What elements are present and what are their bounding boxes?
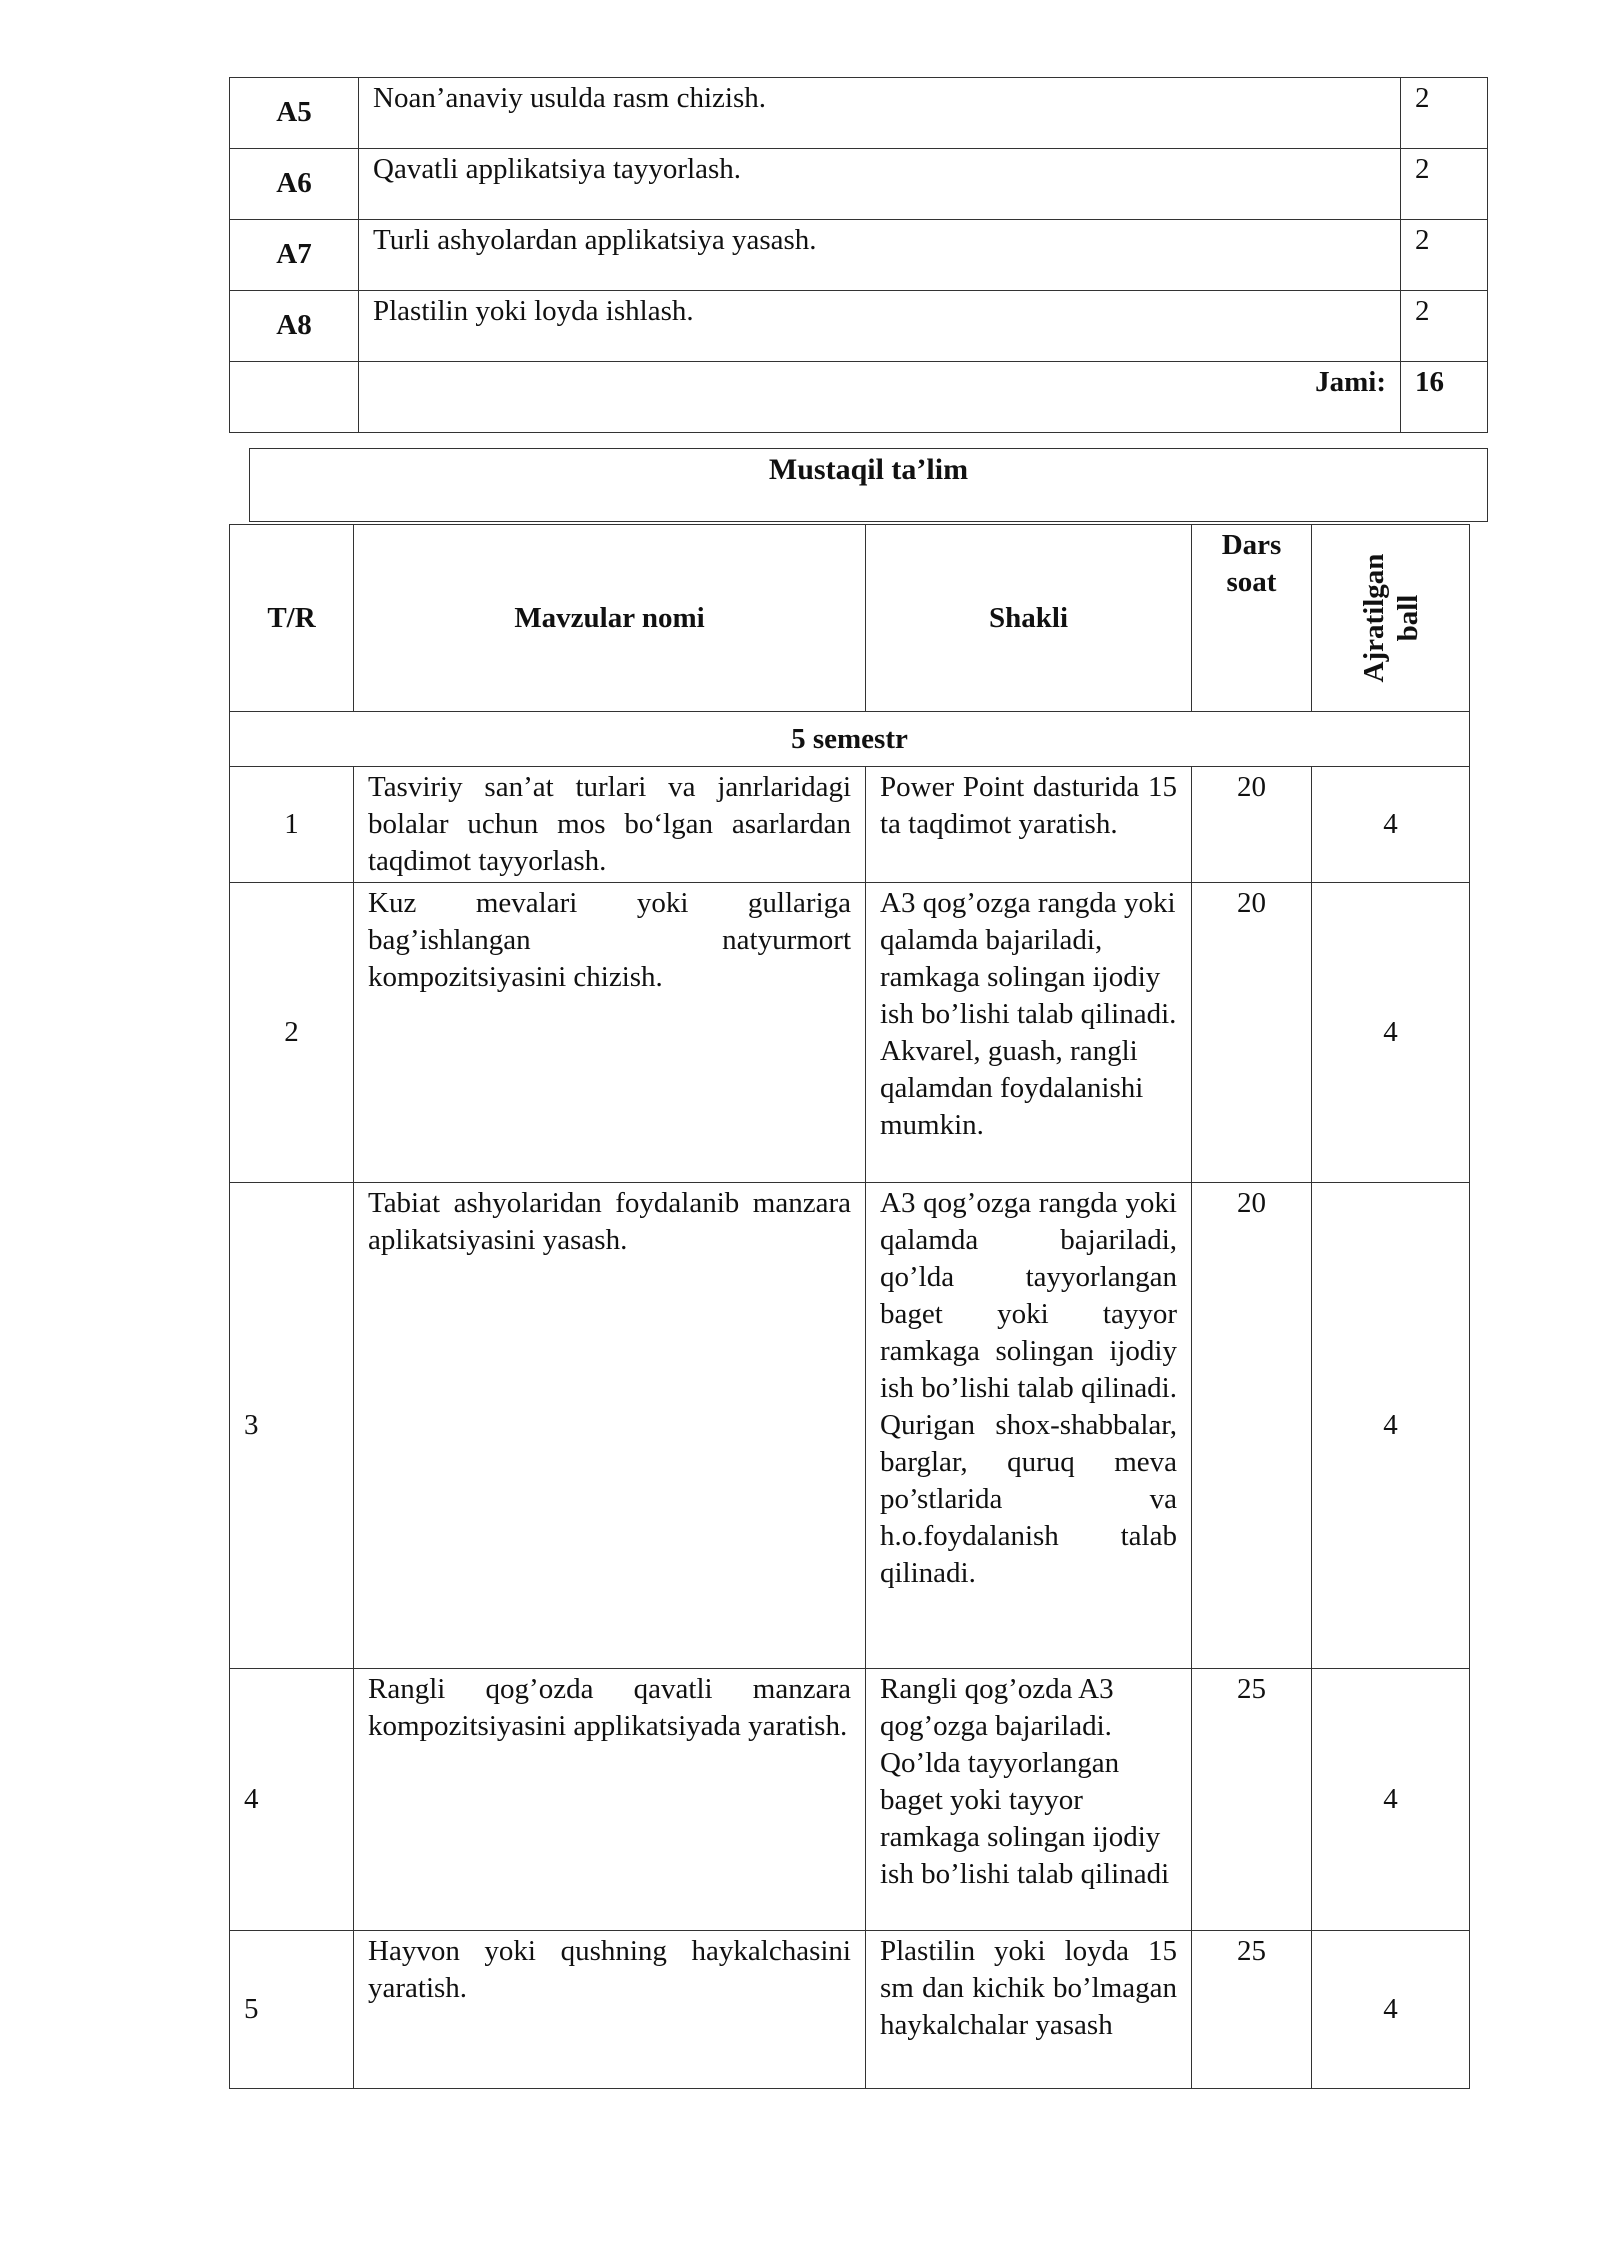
row-num: 1 — [230, 767, 354, 883]
row-form: A3 qog’ozga rangda yoki qalamda bajariladi, qo’lda tayyorlangan baget yoki tayyor ramkaga solingan ijodiy ish bo’lishi talab qilinadi. Qurigan shox-shabbalar, barglar, quruq meva po’stlarida va h.o.foydalanish talab qilinadi. — [866, 1183, 1192, 1669]
semester-row — [230, 712, 1470, 767]
header-tr: T/R — [230, 525, 354, 712]
total-row — [230, 362, 1488, 433]
empty-cell — [230, 362, 359, 433]
header-dars: Dars soat — [1192, 525, 1312, 712]
row-soat: 25 — [1192, 1669, 1312, 1931]
row-form: Plastilin yoki loyda 15 sm dan kichik bo’lmagan haykalchalar yasash — [866, 1931, 1192, 2089]
header-topic: Mavzular nomi — [354, 525, 866, 712]
row-code: A8 — [230, 291, 359, 362]
row-topic: Qavatli applikatsiya tayyorlash. — [359, 149, 1401, 220]
row-ball: 4 — [1312, 883, 1470, 1183]
row-topic: Rangli qog’ozda qavatli manzara kompozitsiyasini applikatsiyada yaratish. — [354, 1669, 866, 1931]
row-ball: 4 — [1312, 767, 1470, 883]
row-ball: 4 — [1312, 1183, 1470, 1669]
table-row — [230, 291, 1488, 362]
mustaqil-table — [229, 524, 1470, 2089]
row-hours: 2 — [1401, 78, 1488, 149]
row-num: 5 — [230, 1931, 354, 2089]
row-soat: 20 — [1192, 1183, 1312, 1669]
row-hours: 2 — [1401, 291, 1488, 362]
header-ball: Ajratilgan ball — [1357, 553, 1424, 683]
row-soat: 25 — [1192, 1931, 1312, 2089]
row-num: 3 — [230, 1183, 354, 1669]
header-row — [230, 525, 1470, 712]
row-topic: Kuz mevalari yoki gullariga bag’ishlangan natyurmort kompozitsiyasini chizish. — [354, 883, 866, 1183]
section-title: Mustaqil ta’lim — [249, 448, 1488, 522]
row-code: A5 — [230, 78, 359, 149]
total-label: Jami: — [359, 362, 1401, 433]
row-code: A6 — [230, 149, 359, 220]
row-topic: Hayvon yoki qushning haykalchasini yaratish. — [354, 1931, 866, 2089]
table-row — [230, 1931, 1470, 2089]
row-soat: 20 — [1192, 767, 1312, 883]
row-num: 2 — [230, 883, 354, 1183]
header-form: Shakli — [866, 525, 1192, 712]
row-topic: Turli ashyolardan applikatsiya yasash. — [359, 220, 1401, 291]
row-topic: Tabiat ashyolaridan foydalanib manzara aplikatsiyasini yasash. — [354, 1183, 866, 1669]
table-row — [230, 149, 1488, 220]
header-ball-cell — [1312, 525, 1470, 712]
total-value: 16 — [1401, 362, 1488, 433]
row-form: Power Point dasturida 15 ta taqdimot yaratish. — [866, 767, 1192, 883]
table-row — [230, 767, 1470, 883]
row-hours: 2 — [1401, 149, 1488, 220]
row-ball: 4 — [1312, 1669, 1470, 1931]
row-ball: 4 — [1312, 1931, 1470, 2089]
row-form: Rangli qog’ozda A3 qog’ozga bajariladi. Qo’lda tayyorlangan baget yoki tayyor ramkaga solingan ijodiy ish bo’lishi talab qilinadi — [866, 1669, 1192, 1931]
row-code: A7 — [230, 220, 359, 291]
row-num: 4 — [230, 1669, 354, 1931]
semester-label: 5 semestr — [230, 712, 1470, 767]
row-form: A3 qog’ozga rangda yoki qalamda bajariladi, ramkaga solingan ijodiy ish bo’lishi talab qilinadi. Akvarel, guash, rangli qalamdan foydalanishi mumkin. — [866, 883, 1192, 1183]
table-row — [230, 220, 1488, 291]
row-topic: Plastilin yoki loyda ishlash. — [359, 291, 1401, 362]
table-row — [230, 78, 1488, 149]
row-hours: 2 — [1401, 220, 1488, 291]
table-row — [230, 1669, 1470, 1931]
table-row — [230, 1183, 1470, 1669]
table-row — [230, 883, 1470, 1183]
row-topic: Tasviriy san’at turlari va janrlaridagi bolalar uchun mos bo‘lgan asarlardan taqdimot tayyorlash. — [354, 767, 866, 883]
row-topic: Noan’anaviy usulda rasm chizish. — [359, 78, 1401, 149]
row-soat: 20 — [1192, 883, 1312, 1183]
top-table — [229, 77, 1488, 433]
